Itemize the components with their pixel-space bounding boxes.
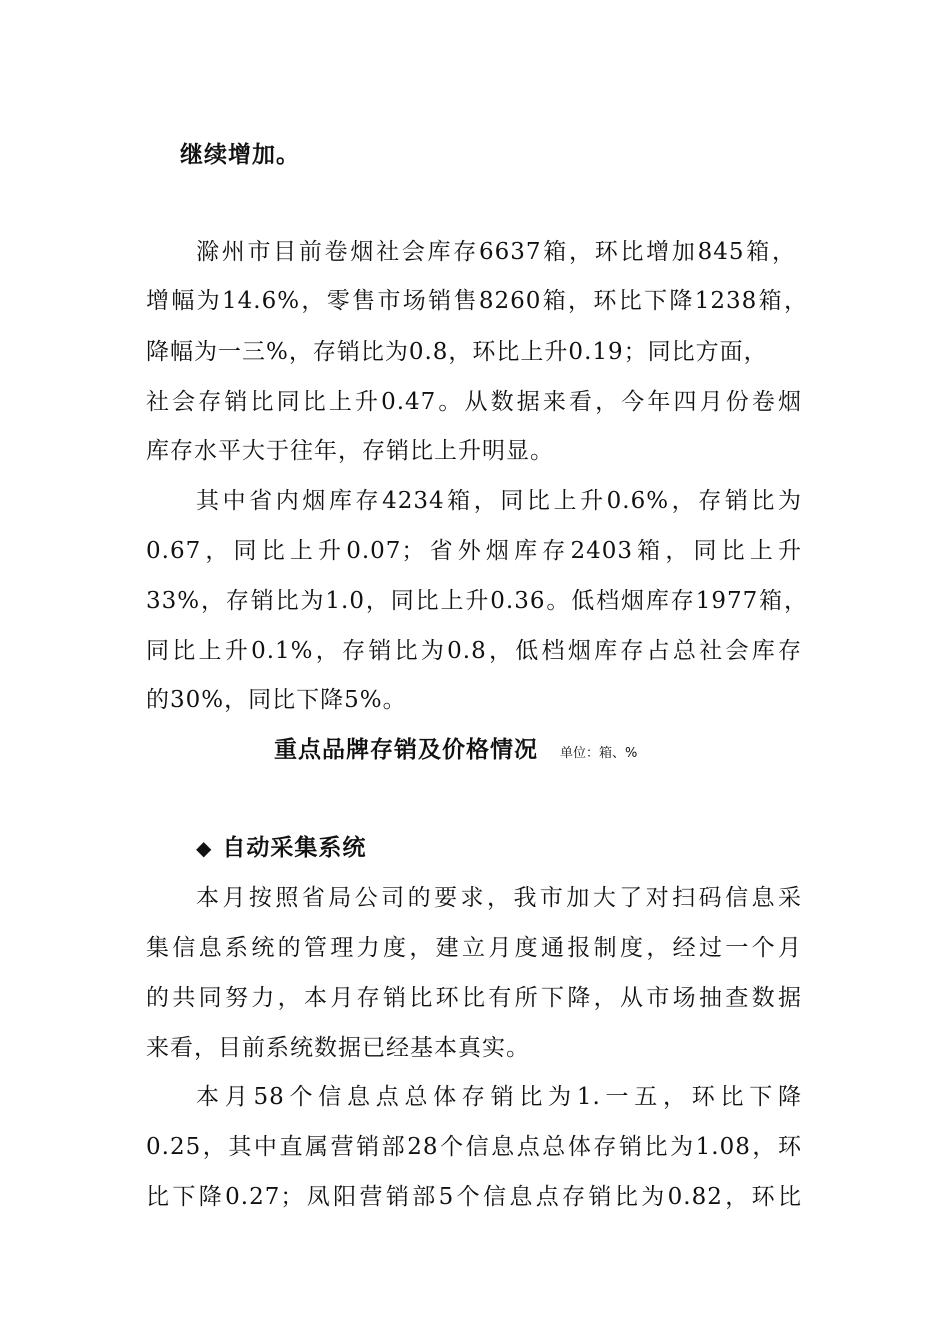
section-heading [196,833,366,863]
paragraph-line: 库存水平大于往年，存销比上升明显。 [146,438,554,464]
paragraph-line: 其中省内烟库存4234箱，同比上升0.6%，存销比为 [196,488,802,514]
paragraph-line: 0.67，同比上升0.07；省外烟库存2403箱，同比上升 [146,538,802,564]
diamond-bullet-icon: ◆ [196,836,213,860]
paragraph-line: 降幅为一三%，存销比为0.8，环比上升0.19；同比方面， [146,339,768,365]
paragraph-line: 33%，存销比为1.0，同比上升0.36。低档烟库存1977箱， [146,588,808,614]
paragraph-line: 社会存销比同比上升0.47。从数据来看，今年四月份卷烟 [146,389,802,415]
paragraph-line: 滁州市目前卷烟社会库存6637箱，环比增加845箱， [196,239,796,265]
paragraph-line: 的共同努力，本月存销比环比有所下降，从市场抽查数据 [146,985,802,1011]
paragraph-line: 本月按照省局公司的要求，我市加大了对扫码信息采 [196,885,802,911]
table-caption-unit: 单位：箱、% [560,746,638,761]
paragraph-line: 同比上升0.1%，存销比为0.8，低档烟库存占总社会库存 [146,638,802,664]
paragraph-line: 集信息系统的管理力度，建立月度通报制度，经过一个月 [146,935,802,961]
paragraph-line: 本月58个信息点总体存销比为1.一五，环比下降 [196,1084,802,1110]
section-heading-text: 自动采集系统 [222,835,367,861]
paragraph-line: 增幅为14.6%，零售市场销售8260箱，环比下降1238箱， [146,288,808,314]
paragraph-line: 来看，目前系统数据已经基本真实。 [146,1035,530,1061]
paragraph-line: 比下降0.27；凤阳营销部5个信息点存销比为0.82，环比 [146,1184,802,1210]
paragraph-line: 的30%，同比下降5%。 [146,687,407,713]
paragraph-line: 0.25，其中直属营销部28个信息点总体存销比为1.08，环 [146,1134,802,1160]
table-caption-title: 重点品牌存销及价格情况 [274,737,538,763]
table-caption [274,735,637,769]
continued-paragraph-line: 继续增加。 [180,142,300,168]
